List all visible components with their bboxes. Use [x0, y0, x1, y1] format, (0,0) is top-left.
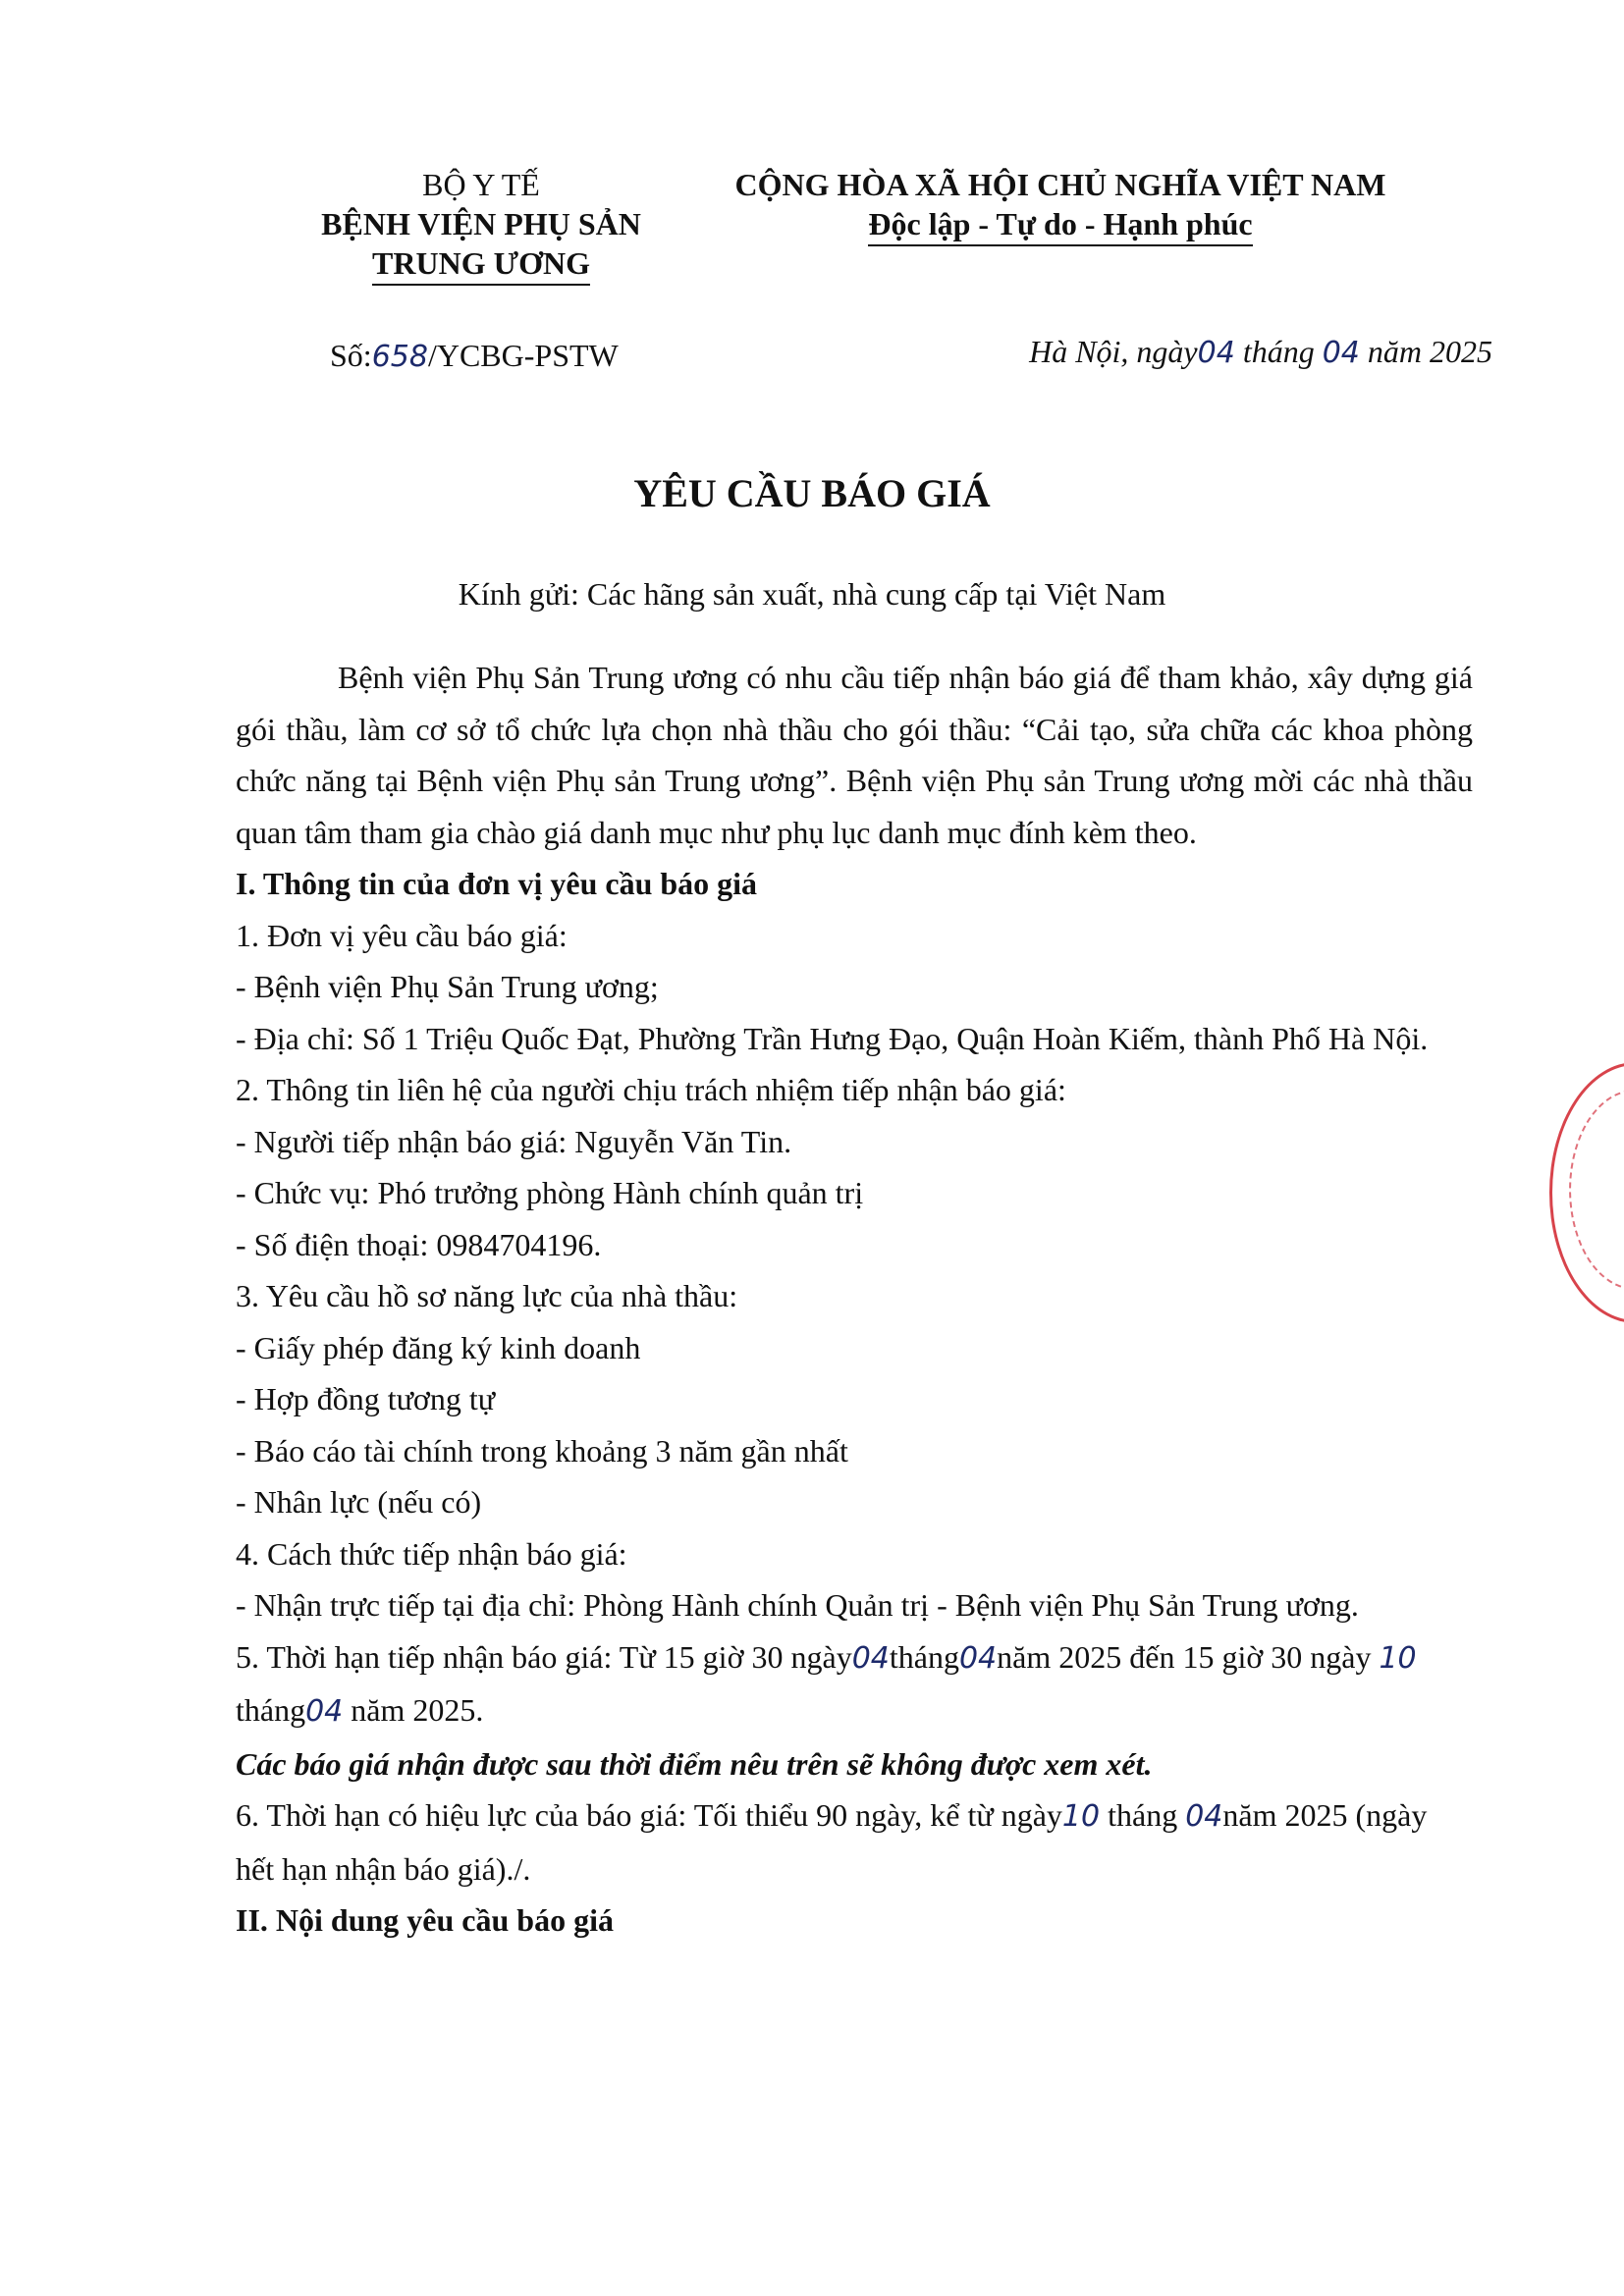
- validity-text: tháng: [1100, 1797, 1186, 1833]
- document-number: [330, 336, 619, 377]
- requirement-item: - Giấy phép đăng ký kinh doanh: [236, 1329, 641, 1365]
- issue-date: [943, 332, 1492, 373]
- deadline-end-month: 04: [305, 1694, 344, 1729]
- doc-number-handwritten: 658: [371, 340, 428, 374]
- item-4-label: 4. Cách thức tiếp nhận báo giá:: [236, 1535, 627, 1572]
- validity-text: năm 2025 (ngày hết hạn nhận báo giá)./.: [236, 1797, 1428, 1887]
- ministry-name: BỘ Y TẾ: [422, 167, 540, 202]
- requirement-item: - Hợp đồng tương tự: [236, 1381, 496, 1416]
- document-title: YÊU CẦU BÁO GIÁ: [633, 471, 991, 515]
- deadline-text: 5. Thời hạn tiếp nhận báo giá: Từ 15 giờ 30 ngày: [236, 1638, 852, 1675]
- requirement-item: - Báo cáo tài chính trong khoảng 3 năm gần nhất: [236, 1432, 848, 1468]
- contact-phone: - Số điện thoại: 0984704196.: [236, 1226, 602, 1262]
- nation-name: CỘNG HÒA XÃ HỘI CHỦ NGHĨA VIỆT NAM: [734, 167, 1386, 202]
- validity-text: 6. Thời hạn có hiệu lực của báo giá: Tối thiểu 90 ngày, kể từ ngày: [236, 1797, 1062, 1833]
- late-submission-note: Các báo giá nhận được sau thời điểm nêu trên sẽ không được xem xét.: [236, 1745, 1153, 1782]
- unit-address: - Địa chỉ: Số 1 Triệu Quốc Đạt, Phường Trần Hưng Đạo, Quận Hoàn Kiếm, thành Phố Hà Nội.: [236, 1020, 1429, 1056]
- deadline-end-day: 10: [1379, 1640, 1417, 1676]
- date-year: năm 2025: [1367, 334, 1492, 369]
- item-1-label: 1. Đơn vị yêu cầu báo giá:: [236, 917, 568, 953]
- intro-paragraph: Bệnh viện Phụ Sản Trung ương có nhu cầu tiếp nhận báo giá để tham khảo, xây dựng giá gói thầu, làm cơ sở tổ chức lựa chọn nhà thầu cho gói thầu: “Cải tạo, sửa chữa các khoa phòng chức năng tại Bệnh viện Phụ sản Trung ương”. Bệnh viện Phụ sản Trung ương mời các nhà thầu quan tâm tham gia chào giá danh mục như phụ lục danh mục đính kèm theo.: [236, 660, 1473, 850]
- item-2-label: 2. Thông tin liên hệ của người chịu trách nhiệm tiếp nhận báo giá:: [236, 1072, 1066, 1107]
- requesting-unit: - Bệnh viện Phụ Sản Trung ương;: [236, 969, 659, 1004]
- date-month: 04: [1322, 336, 1360, 370]
- date-place: Hà Nội, ngày: [1029, 334, 1198, 369]
- hospital-name-line1: BỆNH VIỆN PHỤ SẢN: [321, 206, 641, 241]
- deadline-text: năm 2025 đến 15 giờ 30 ngày: [997, 1638, 1380, 1675]
- deadline-text: tháng: [236, 1692, 306, 1728]
- doc-number-suffix: /YCBG-PSTW: [427, 338, 619, 373]
- national-header: [687, 165, 1434, 246]
- hospital-name-line2: TRUNG ƯƠNG: [372, 243, 590, 286]
- item-6-validity: [236, 1789, 1473, 1895]
- item-3-label: 3. Yêu cầu hồ sơ năng lực của nhà thầu:: [236, 1278, 738, 1313]
- item-5-deadline: [236, 1631, 1473, 1738]
- salutation: Kính gửi: Các hãng sản xuất, nhà cung cấp tại Việt Nam: [458, 576, 1166, 612]
- receiving-method: - Nhận trực tiếp tại địa chỉ: Phòng Hành chính Quản trị - Bệnh viện Phụ Sản Trung ương.: [236, 1587, 1359, 1623]
- deadline-text: tháng: [889, 1638, 959, 1675]
- section-2-heading: II. Nội dung yêu cầu báo giá: [236, 1902, 614, 1938]
- section-1-heading: I. Thông tin của đơn vị yêu cầu báo giá: [236, 866, 758, 901]
- document-body: [236, 652, 1473, 1947]
- date-month-label: tháng: [1242, 334, 1315, 369]
- validity-day: 10: [1061, 1799, 1101, 1834]
- contact-position: - Chức vụ: Phó trưởng phòng Hành chính quản trị: [236, 1175, 864, 1210]
- contact-receiver: - Người tiếp nhận báo giá: Nguyễn Văn Tin.: [236, 1123, 792, 1159]
- deadline-start-day: 04: [851, 1640, 890, 1676]
- national-motto: Độc lập - Tự do - Hạnh phúc: [868, 204, 1252, 246]
- doc-number-prefix: Số:: [330, 338, 372, 373]
- deadline-start-month: 04: [958, 1640, 998, 1676]
- date-day: 04: [1197, 336, 1235, 370]
- deadline-text: năm 2025.: [343, 1692, 484, 1728]
- requirement-item: - Nhân lực (nếu có): [236, 1484, 482, 1520]
- issuing-organization: [236, 165, 727, 286]
- validity-month: 04: [1185, 1799, 1223, 1834]
